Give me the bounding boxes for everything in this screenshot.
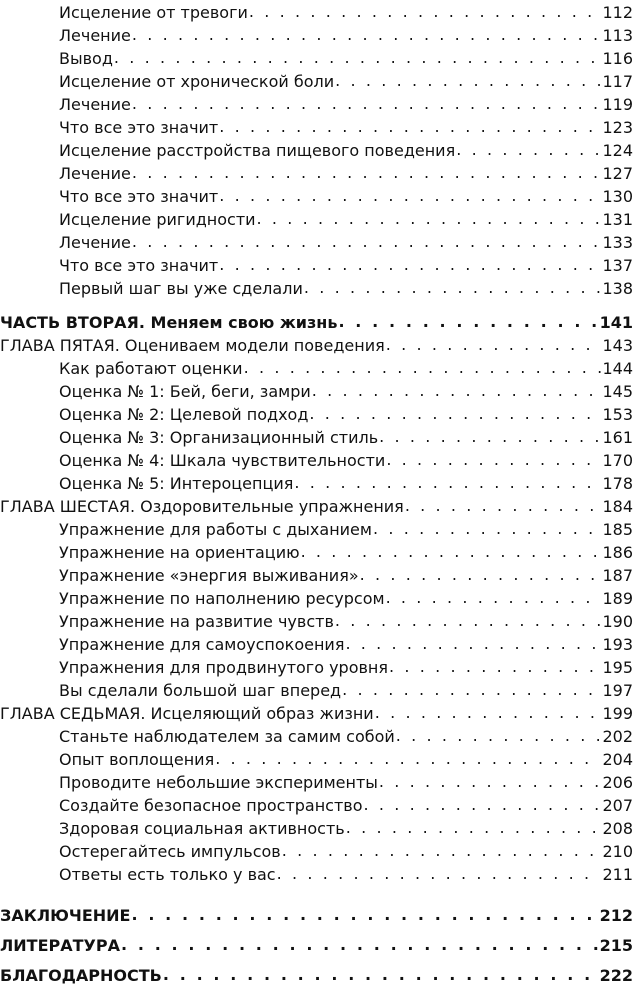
- toc-entry[interactable]: [0, 862, 633, 885]
- toc-entry-title: Станьте наблюдателем за самим собой: [59, 727, 395, 746]
- toc-entry[interactable]: [0, 207, 633, 230]
- toc-entry[interactable]: [0, 471, 633, 494]
- toc-leader-dots: [338, 312, 598, 333]
- toc-leader-dots: [244, 358, 602, 379]
- toc-leader-dots: [257, 209, 602, 230]
- toc-entry[interactable]: [0, 356, 633, 379]
- toc-leader-dots: [396, 726, 602, 747]
- toc-entry-title: Упражнения для продвинутого уровня: [59, 658, 389, 677]
- toc-entry-page: 187: [602, 566, 633, 585]
- toc-entry-page: 197: [602, 681, 633, 700]
- toc-entry[interactable]: [0, 839, 633, 862]
- toc-leader-dots: [360, 565, 602, 586]
- toc-entry-title: Лечение: [59, 95, 131, 114]
- toc-entry[interactable]: [0, 586, 633, 609]
- toc-entry-title: Создайте безопасное пространство: [59, 796, 363, 815]
- toc-entry-page: 210: [602, 842, 633, 861]
- toc-entry-page: 124: [602, 141, 633, 160]
- toc-entry[interactable]: [0, 609, 633, 632]
- toc-entry-page: 199: [602, 704, 633, 723]
- toc-entry-page: 117: [602, 72, 633, 91]
- toc-leader-dots: [114, 48, 602, 69]
- toc-entry-title: Упражнение по наполнению ресурсом: [59, 589, 385, 608]
- toc-entry-page: 141: [599, 313, 633, 332]
- toc-entry-title: Упражнение «энергия выживания»: [59, 566, 359, 585]
- toc-entry[interactable]: [0, 701, 633, 724]
- toc-leader-dots: [131, 905, 598, 926]
- toc-leader-dots: [132, 163, 602, 184]
- toc-leader-dots: [342, 680, 601, 701]
- toc-entry-title: Как работают оценки: [59, 359, 243, 378]
- toc-entry-title: Что все это значит: [59, 187, 219, 206]
- toc-entry-page: 144: [602, 359, 633, 378]
- toc-entry-title: ГЛАВА СЕДЬМАЯ. Исцеляющий образ жизни: [0, 704, 374, 723]
- toc-leader-dots: [277, 864, 602, 885]
- toc-entry[interactable]: [0, 46, 633, 69]
- toc-entry-page: 161: [602, 428, 633, 447]
- toc-leader-dots: [312, 381, 602, 402]
- toc-entry[interactable]: [0, 678, 633, 701]
- toc-entry[interactable]: [0, 379, 633, 402]
- toc-entry[interactable]: [0, 770, 633, 793]
- toc-leader-dots: [121, 935, 599, 956]
- toc-leader-dots: [249, 2, 602, 23]
- toc-entry[interactable]: [0, 747, 633, 770]
- toc-entry-title: ЗАКЛЮЧЕНИЕ: [0, 906, 131, 925]
- toc-leader-dots: [219, 255, 601, 276]
- toc-entry-page: 212: [599, 906, 633, 925]
- toc-entry[interactable]: [0, 632, 633, 655]
- toc-leader-dots: [309, 404, 601, 425]
- toc-leader-dots: [379, 772, 602, 793]
- toc-leader-dots: [132, 94, 602, 115]
- toc-entry[interactable]: [0, 425, 633, 448]
- toc-entry-title: Опыт воплощения: [59, 750, 215, 769]
- toc-entry-page: 116: [602, 49, 633, 68]
- toc-leader-dots: [379, 427, 601, 448]
- toc-entry[interactable]: [0, 310, 633, 333]
- toc-entry-title: Ответы есть только у вас: [59, 865, 276, 884]
- toc-entry-page: 185: [602, 520, 633, 539]
- toc-leader-dots: [215, 749, 601, 770]
- toc-entry-page: 208: [602, 819, 633, 838]
- toc-entry-title: Что все это значит: [59, 256, 219, 275]
- toc-entry[interactable]: [0, 92, 633, 115]
- toc-entry-title: ЧАСТЬ ВТОРАЯ. Меняем свою жизнь: [0, 313, 338, 332]
- toc-entry[interactable]: [0, 933, 633, 956]
- toc-entry-page: 204: [602, 750, 633, 769]
- toc-entry[interactable]: [0, 253, 633, 276]
- toc-entry-title: БЛАГОДАРНОСТЬ: [0, 966, 162, 985]
- toc-entry[interactable]: [0, 23, 633, 46]
- toc-entry-page: 211: [602, 865, 633, 884]
- toc-entry-title: Оценка № 4: Шкала чувствительности: [59, 451, 386, 470]
- toc-entry-page: 215: [599, 936, 633, 955]
- toc-entry-title: ЛИТЕРАТУРА: [0, 936, 120, 955]
- toc-entry-title: Лечение: [59, 233, 131, 252]
- toc-entry-page: 206: [602, 773, 633, 792]
- toc-entry-page: 112: [602, 3, 633, 22]
- toc-entry[interactable]: [0, 724, 633, 747]
- toc-leader-dots: [389, 657, 601, 678]
- toc-entry-title: Исцеление от хронической боли: [59, 72, 335, 91]
- toc-entry-page: 153: [602, 405, 633, 424]
- toc-entry-page: 170: [602, 451, 633, 470]
- toc-entry-title: Упражнение на ориентацию: [59, 543, 300, 562]
- toc-entry-title: Упражнение для работы с дыханием: [59, 520, 372, 539]
- toc-entry-page: 130: [602, 187, 633, 206]
- toc-entry[interactable]: [0, 563, 633, 586]
- toc-entry-page: 190: [602, 612, 633, 631]
- toc-entry-title: ГЛАВА ШЕСТАЯ. Оздоровительные упражнения: [0, 497, 404, 516]
- toc-entry-title: Что все это значит: [59, 118, 219, 137]
- toc-leader-dots: [345, 634, 601, 655]
- toc-entry[interactable]: [0, 184, 633, 207]
- toc-entry-page: 195: [602, 658, 633, 677]
- toc-leader-dots: [335, 611, 602, 632]
- toc-leader-dots: [219, 186, 601, 207]
- toc-entry-title: Лечение: [59, 164, 131, 183]
- toc-entry-title: ГЛАВА ПЯТАЯ. Оцениваем модели поведения: [0, 336, 385, 355]
- toc-entry[interactable]: [0, 138, 633, 161]
- toc-entry[interactable]: [0, 402, 633, 425]
- toc-leader-dots: [375, 703, 602, 724]
- toc-entry-page: 184: [602, 497, 633, 516]
- toc-entry-title: Упражнение на развитие чувств: [59, 612, 334, 631]
- toc-entry-title: Здоровая социальная активность: [59, 819, 345, 838]
- toc-entry[interactable]: [0, 540, 633, 563]
- toc-entry-page: 137: [602, 256, 633, 275]
- toc-leader-dots: [301, 542, 602, 563]
- toc-entry-title: Остерегайтесь импульсов: [59, 842, 281, 861]
- toc-entry-page: 193: [602, 635, 633, 654]
- toc-entry-page: 133: [602, 233, 633, 252]
- toc-entry[interactable]: [0, 161, 633, 184]
- toc-entry[interactable]: [0, 0, 633, 23]
- toc-entry-page: 119: [602, 95, 633, 114]
- toc-leader-dots: [364, 795, 602, 816]
- toc-entry-page: 222: [599, 966, 633, 985]
- toc-entry[interactable]: [0, 333, 633, 356]
- toc-entry-page: 202: [602, 727, 633, 746]
- toc-leader-dots: [132, 232, 602, 253]
- toc-entry-title: Оценка № 5: Интероцепция: [59, 474, 294, 493]
- toc-entry[interactable]: [0, 230, 633, 253]
- toc-entry-title: Упражнение для самоуспокоения: [59, 635, 345, 654]
- toc-entry[interactable]: [0, 448, 633, 471]
- toc-leader-dots: [346, 818, 602, 839]
- toc-entry-page: 131: [602, 210, 633, 229]
- toc-leader-dots: [163, 965, 599, 986]
- toc-entry-title: Исцеление расстройства пищевого поведения: [59, 141, 456, 160]
- toc-leader-dots: [304, 278, 602, 299]
- toc-entry[interactable]: [0, 115, 633, 138]
- toc-leader-dots: [294, 473, 601, 494]
- toc-entry[interactable]: [0, 793, 633, 816]
- toc-entry[interactable]: [0, 517, 633, 540]
- toc-entry-page: 127: [602, 164, 633, 183]
- toc-entry-title: Вы сделали большой шаг вперед: [59, 681, 342, 700]
- toc-leader-dots: [132, 25, 602, 46]
- toc-entry[interactable]: [0, 494, 633, 517]
- toc-entry-page: 189: [602, 589, 633, 608]
- toc-entry-title: Вывод: [59, 49, 113, 68]
- toc-entry[interactable]: [0, 276, 633, 299]
- toc-entry-title: Лечение: [59, 26, 131, 45]
- toc-entry-title: Первый шаг вы уже сделали: [59, 279, 303, 298]
- toc-entry-title: Оценка № 2: Целевой подход: [59, 405, 309, 424]
- toc-leader-dots: [373, 519, 601, 540]
- toc-entry[interactable]: [0, 963, 633, 986]
- toc-entry-page: 138: [602, 279, 633, 298]
- toc-entry-title: Оценка № 3: Организационный стиль: [59, 428, 379, 447]
- toc-leader-dots: [386, 335, 602, 356]
- toc-entry-page: 113: [602, 26, 633, 45]
- toc-entry-page: 123: [602, 118, 633, 137]
- toc-leader-dots: [386, 450, 601, 471]
- toc-leader-dots: [405, 496, 602, 517]
- toc-entry[interactable]: [0, 816, 633, 839]
- toc-leader-dots: [386, 588, 602, 609]
- toc-entry[interactable]: [0, 655, 633, 678]
- toc-entry-title: Проводите небольшие эксперименты: [59, 773, 378, 792]
- toc-entry-page: 186: [602, 543, 633, 562]
- toc-entry-page: 207: [602, 796, 633, 815]
- toc-leader-dots: [282, 841, 602, 862]
- toc-entry-title: Исцеление ригидности: [59, 210, 256, 229]
- toc-entry[interactable]: [0, 903, 633, 926]
- toc-entry-page: 143: [602, 336, 633, 355]
- toc-leader-dots: [456, 140, 601, 161]
- toc-entry-page: 145: [602, 382, 633, 401]
- toc-leader-dots: [335, 71, 601, 92]
- toc-entry-title: Оценка № 1: Бей, беги, замри: [59, 382, 311, 401]
- toc-entry-page: 178: [602, 474, 633, 493]
- toc-entry[interactable]: [0, 69, 633, 92]
- toc-leader-dots: [219, 117, 601, 138]
- toc-entry-title: Исцеление от тревоги: [59, 3, 248, 22]
